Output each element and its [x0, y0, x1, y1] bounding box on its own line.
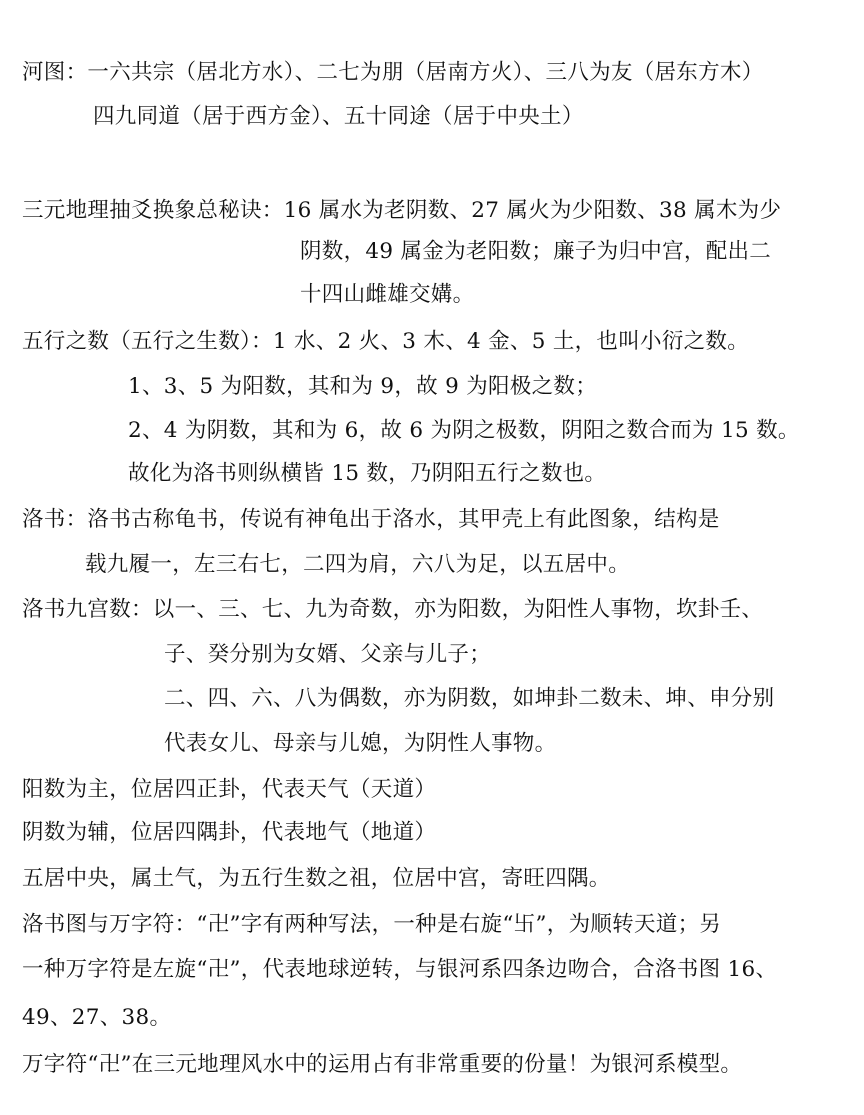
wanzi-line-2: 一种万字符是左旋“卍”，代表地球逆转，与银河系四条边吻合，合洛书图 16、	[22, 957, 778, 982]
luoshu-line-1: 洛书：洛书古称龟书，传说有神龟出于洛水，其甲壳上有此图象，结构是	[22, 507, 720, 532]
wuxing-line-1: 五行之数（五行之生数）：1 水、2 火、3 木、4 金、5 土，也叫小衍之数。	[22, 329, 750, 354]
luoshu-line-2: 载九履一，左三右七，二四为肩，六八为足，以五居中。	[85, 552, 631, 577]
wanzi-line-1: 洛书图与万字符：“卍”字有两种写法，一种是右旋“卐”，为顺转天道；另	[22, 912, 722, 937]
hetu-line-2: 四九同道（居于西方金）、五十同途（居于中央土）	[93, 104, 584, 129]
sanyuan-line-1: 三元地理抽爻换象总秘诀：16 属水为老阴数、27 属火为少阳数、38 属木为少	[22, 198, 782, 223]
wuxing-line-4: 故化为洛书则纵横皆 15 数，乃阴阳五行之数也。	[128, 461, 607, 486]
sanyuan-line-2: 阴数，49 属金为老阳数；廉子为归中宫，配出二	[300, 239, 772, 264]
jiugong-line-3: 二、四、六、八为偶数，亦为阴数，如坤卦二数未、坤、申分别	[164, 686, 775, 711]
wuju-line: 五居中央，属土气，为五行生数之祖，位居中宫，寄旺四隅。	[22, 866, 611, 891]
wuxing-line-3: 2、4 为阴数，其和为 6，故 6 为阴之极数，阴阳之数合而为 15 数。	[128, 418, 800, 443]
wanzi-line-3: 49、27、38。	[22, 1005, 172, 1030]
wuxing-line-2: 1、3、5 为阳数，其和为 9，故 9 为阳极之数；	[128, 374, 598, 399]
yangshu-line: 阳数为主，位居四正卦，代表天气（天道）	[22, 777, 437, 802]
closing-line: 万字符“卍”在三元地理风水中的运用占有非常重要的份量！为银河系模型。	[22, 1052, 743, 1077]
jiugong-line-4: 代表女儿、母亲与儿媳，为阴性人事物。	[164, 731, 557, 756]
jiugong-line-1: 洛书九宫数：以一、三、七、九为奇数，亦为阳数，为阳性人事物，坎卦壬、	[22, 597, 764, 622]
yinshu-line: 阴数为辅，位居四隅卦，代表地气（地道）	[22, 820, 437, 845]
sanyuan-line-3: 十四山雌雄交媾。	[300, 282, 475, 307]
jiugong-line-2: 子、癸分别为女婿、父亲与儿子；	[164, 642, 492, 667]
hetu-line-1: 河图：一六共宗（居北方水）、二七为朋（居南方火）、三八为友（居东方木）	[22, 60, 764, 85]
